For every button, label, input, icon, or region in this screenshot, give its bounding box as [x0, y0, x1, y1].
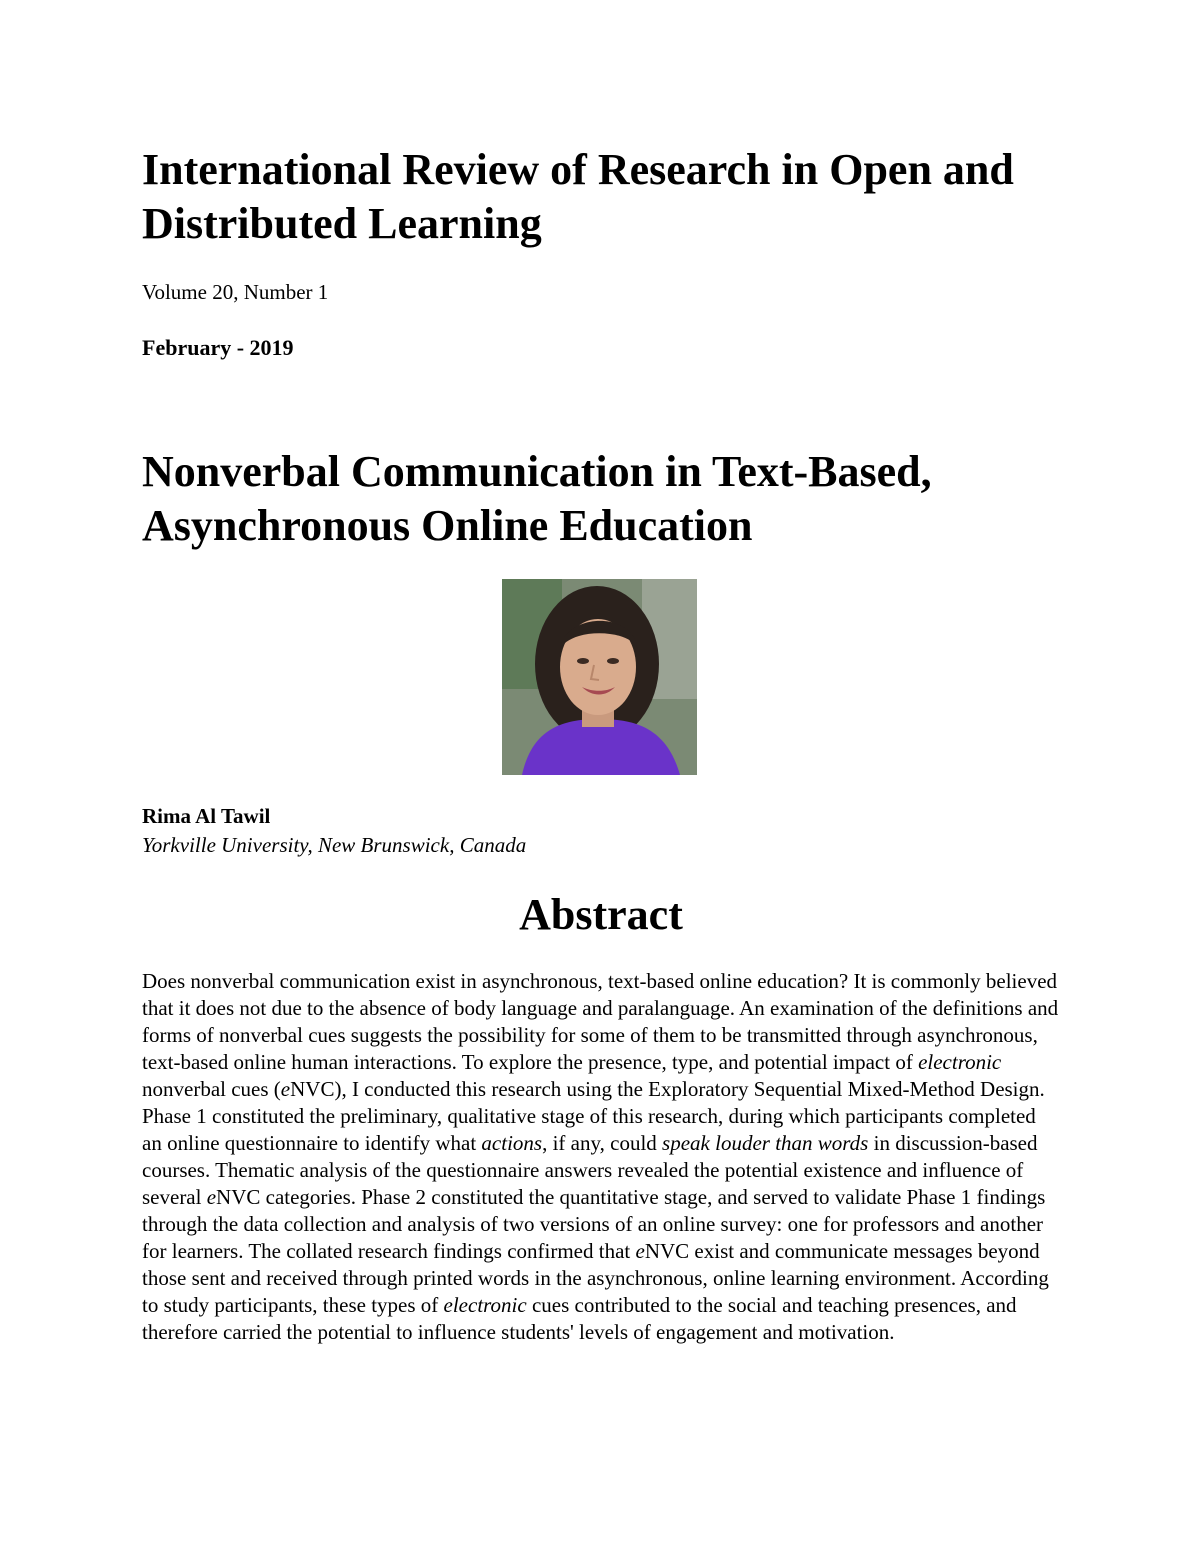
abstract-italic-segment: electronic [918, 1050, 1002, 1074]
abstract-text-segment: NVC categories. Phase 2 constituted the quantitative stage, and served to validate Phase 1 findings through the data collection and analysis of two versions of an online survey: one for professors and another for learners. The collated research findings confirmed that [142, 1185, 1046, 1263]
author-photo [502, 579, 697, 775]
author-portrait-photo-icon [502, 579, 697, 775]
abstract-italic-segment: e [635, 1239, 645, 1263]
abstract-text-segment: Does nonverbal communication exist in asynchronous, text-based online education? It is commonly believed that it does not due to the absence of body language and paralanguage. An examination of the definitions and forms of nonverbal cues suggests the possibility for some of them to be transmitted through asynchronous, text-based online human interactions. To explore the presence, type, and potential impact of [142, 969, 1059, 1074]
author-name: Rima Al Tawil [142, 804, 271, 828]
abstract-text-segment: NVC), I conducted this research using the Exploratory Sequential Mixed-Method Design. Phase 1 constituted the preliminary, qualitative stage of this research, during which participants completed an online questionnaire to identify what [142, 1077, 1045, 1155]
abstract-italic-segment: speak louder than words [662, 1131, 869, 1155]
abstract-heading: Abstract [519, 890, 683, 939]
author-affiliation: Yorkville University, New Brunswick, Canada [142, 833, 527, 857]
abstract-text-segment: cues contributed to the social and teaching presences, and therefore carried the potential to influence students' levels of engagement and motivation. [142, 1293, 1017, 1344]
volume-number: Volume 20, Number 1 [142, 280, 329, 304]
abstract-italic-segment: e [206, 1185, 217, 1209]
abstract-text-segment: nonverbal cues ( [142, 1077, 281, 1101]
abstract-italic-segment: e [280, 1077, 291, 1101]
abstract-text-segment: NVC exist and communicate messages beyond those sent and received through printed words in the asynchronous, online learning environment. According to study participants, these types of [142, 1239, 1049, 1317]
abstract-text [142, 968, 1060, 1346]
abstract-text-segment: in discussion-based courses. Thematic analysis of the questionnaire answers revealed the potential existence and influence of several [142, 1131, 1038, 1209]
publication-date: February - 2019 [142, 335, 294, 360]
abstract-text-segment: , if any, could [542, 1131, 663, 1155]
journal-title: International Review of Research in Open and Distributed Learning [142, 145, 1014, 248]
abstract-italic-segment: actions [481, 1131, 543, 1155]
abstract-italic-segment: electronic [443, 1293, 527, 1317]
article-title: Nonverbal Communication in Text-Based, Asynchronous Online Education [142, 447, 932, 550]
